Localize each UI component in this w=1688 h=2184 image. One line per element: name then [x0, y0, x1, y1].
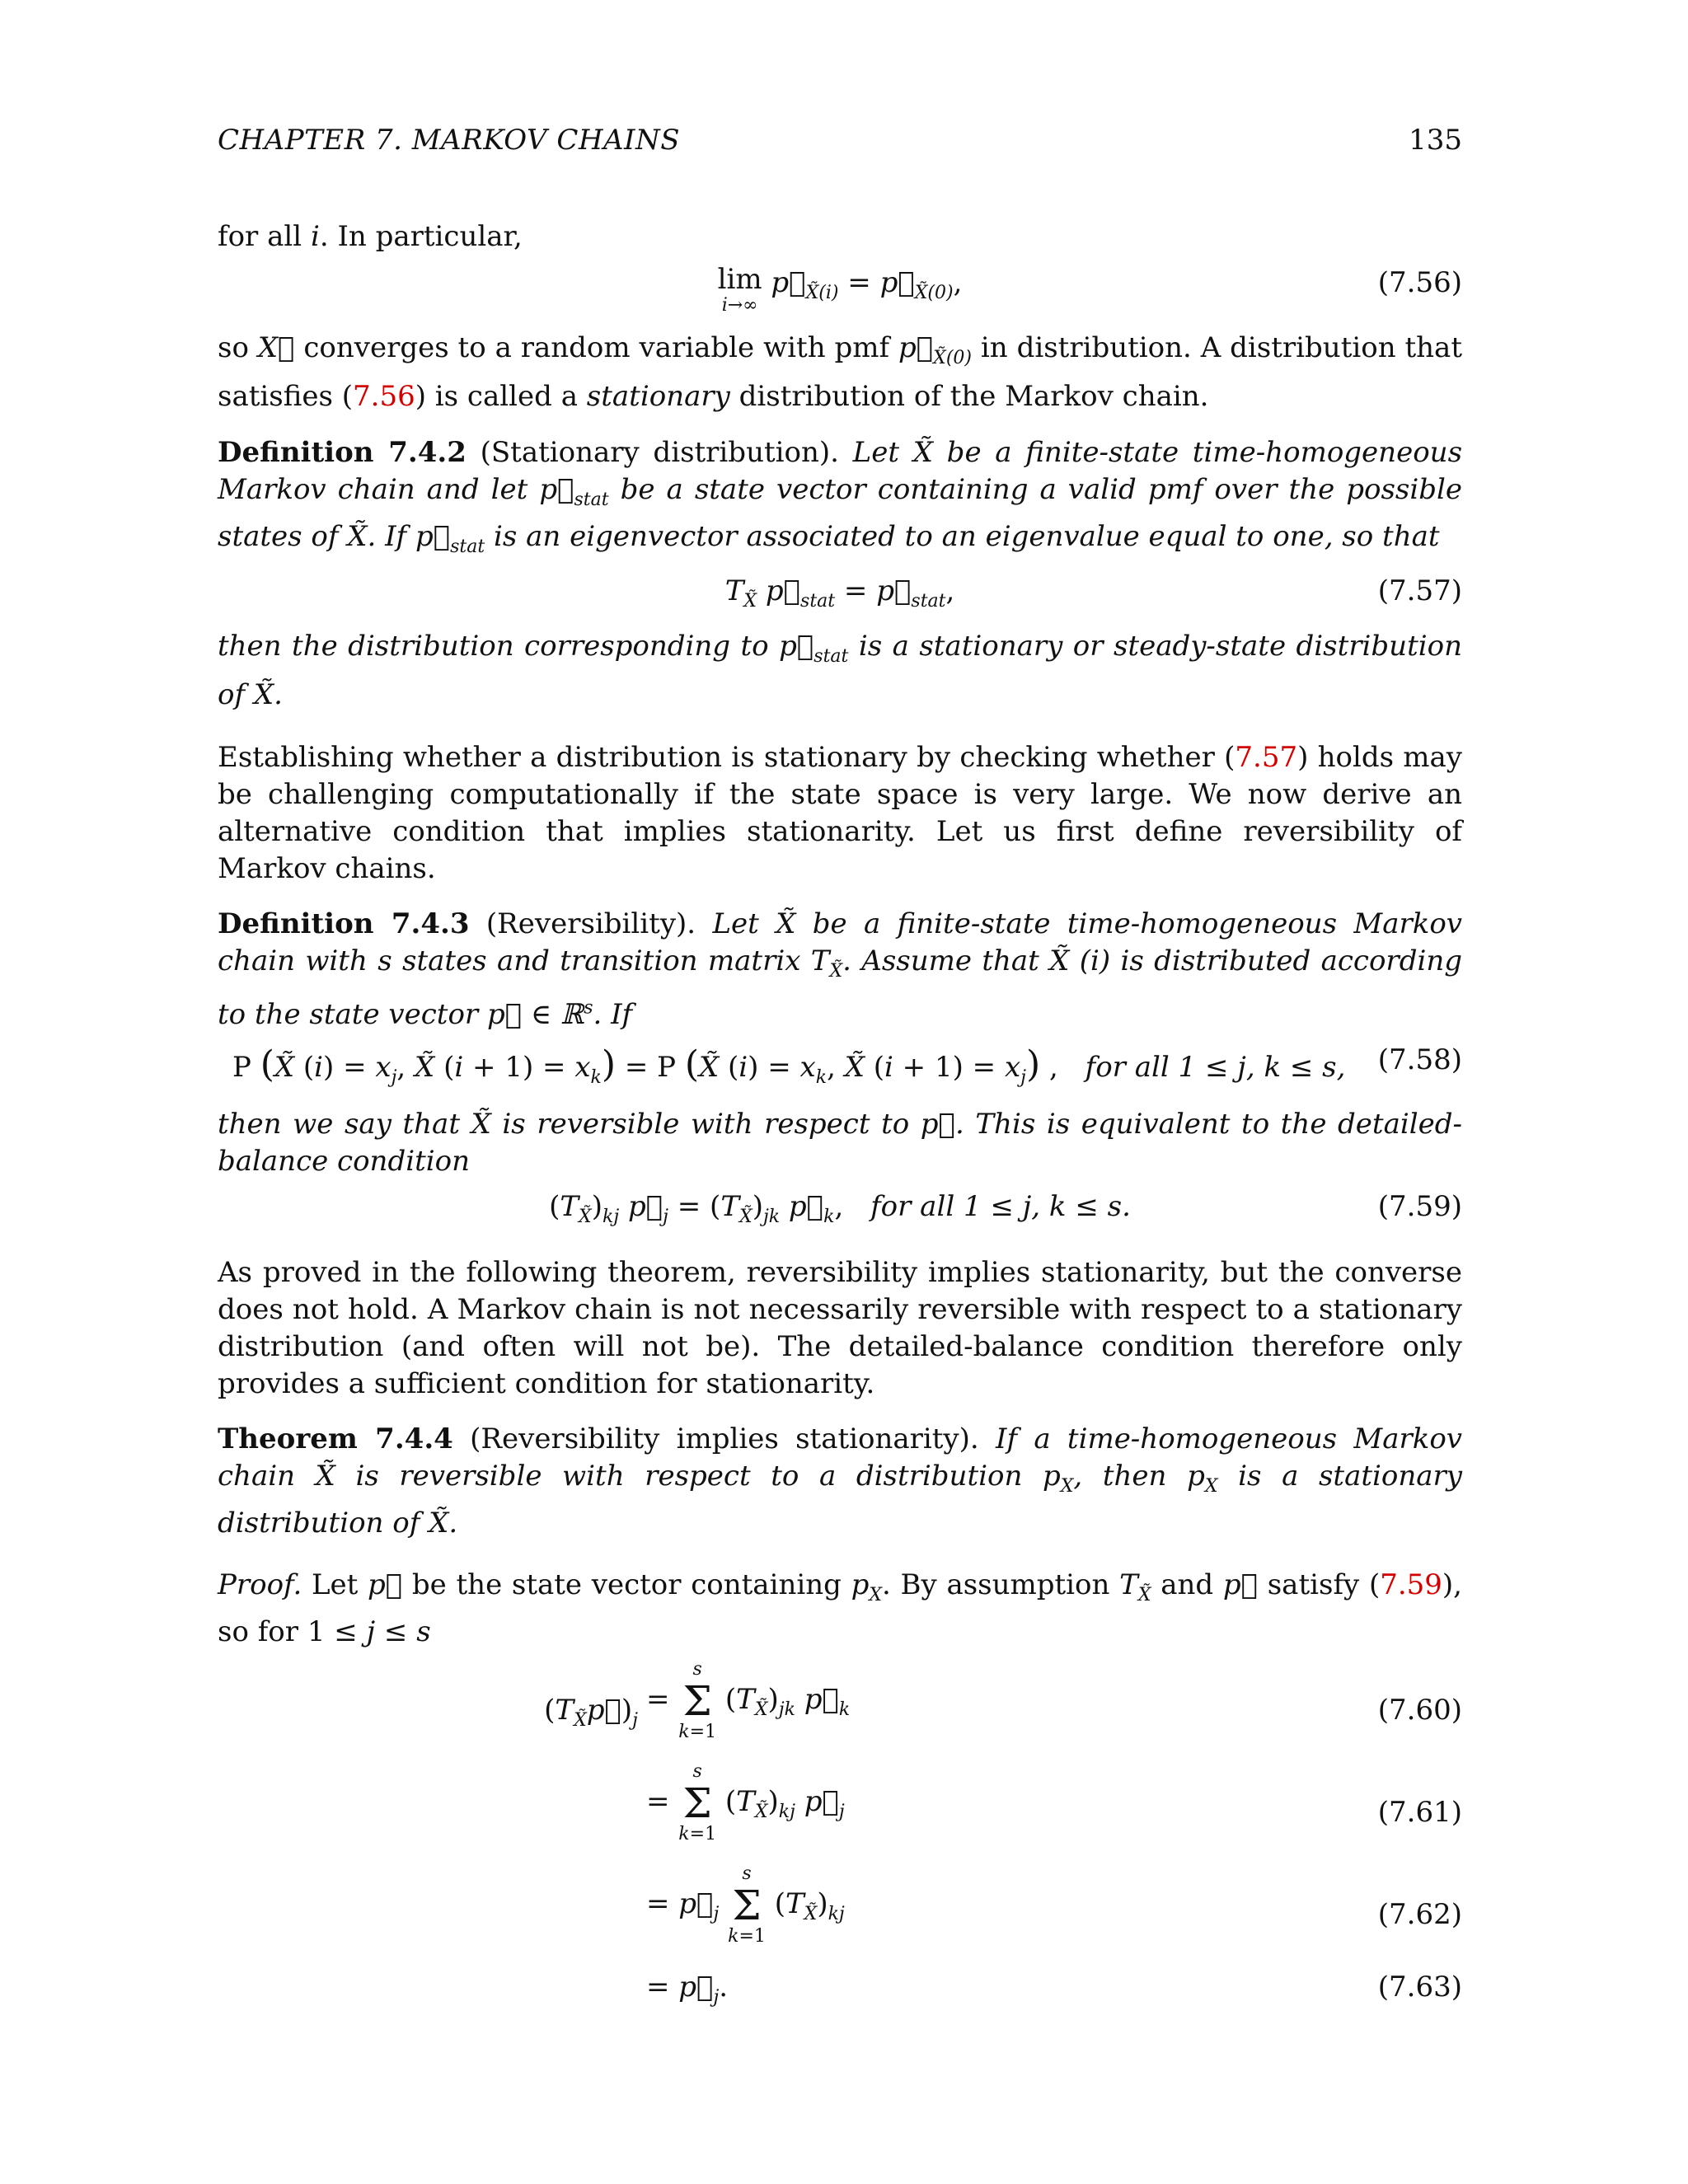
proof-label: Proof. [218, 1568, 302, 1602]
equation-body: $(T_{X̃})_{kj}$ $p⃗_j = (T_{X̃})_{jk}$ $p⃗_k$, for all 1 ≤ j, k ≤ s. [549, 1190, 1131, 1228]
equation-number: (7.57) [1377, 574, 1462, 608]
paragraph-reversibility-intro: Establishing whether a distribution is stationary by checking whether (7.57) holds may be challenging computationally if the state space is very large. We now derive an alternative condition that implies stationarity. Let us first define reversibility of Markov chains. [218, 741, 1462, 886]
equation-number: (7.59) [1377, 1190, 1462, 1224]
running-header [218, 115, 1462, 165]
equation-number: (7.56) [1377, 266, 1462, 299]
chapter-title: CHAPTER 7. MARKOV CHAINS [218, 124, 681, 157]
equation-ref-link[interactable]: 7.57 [1235, 741, 1298, 775]
page [218, 115, 1462, 2023]
aligned-equations [218, 1659, 1462, 2023]
theorem-7-4-4: Theorem 7.4.4 (Reversibility implies stationarity). If a time-homogeneous Markov chain X̃ is reversible with respect to a distribution $p_X$, then $p_X$ is a stationary distribution of X̃. [218, 1422, 1463, 1540]
equation-body: P (X̃ $(i) = x_j$, X̃ $(i + 1) = x_k) = P$ (X̃ $(i) = x_k$, X̃ $(i + 1) = x_j$) , for all 1 ≤ j, k ≤ s, [232, 1043, 1346, 1089]
page-number: 135 [1409, 124, 1462, 157]
equation-ref-link[interactable]: 7.56 [353, 379, 415, 413]
equation-body: $T_{X̃}$ $p⃗_{stat}$ = $p⃗_{stat}$, [724, 574, 955, 612]
theorem-label: Theorem 7.4.4 [218, 1422, 453, 1456]
equation-7-59 [218, 1180, 1462, 1249]
proof: Proof. Let p⃗ be the state vector containing $p_X$. By assumption $T_{X̃}$ and p⃗ satisfy (7.59), so for 1 ≤ j ≤ s [218, 1568, 1462, 1648]
equation-7-63: = $p⃗_j$. (7.63) [646, 1970, 1462, 2008]
definition-label: Definition 7.4.3 [218, 907, 470, 941]
equation-7-58 [218, 1033, 1462, 1103]
equation-number: (7.58) [1377, 1043, 1462, 1077]
equation-7-60: $(T_{X̃}p⃗)_j$ = s Σ k=1 $(T_{X̃})_{jk}$ $p⃗_k$ (7.60) [544, 1658, 1462, 1742]
equation-body: lim i→∞ $p⃗_{X̃(i)}$ = $p⃗_{X̃(0)}$, [717, 263, 963, 316]
equation-number: (7.62) [1377, 1897, 1462, 1931]
definition-label: Definition 7.4.2 [218, 435, 467, 469]
equation-number: (7.63) [1377, 1970, 1462, 2004]
equation-number: (7.61) [1377, 1795, 1462, 1829]
paragraph-intro: for all i. In particular, [218, 220, 523, 253]
definition-7-4-2-conclusion: then the distribution corresponding to $p⃗_{stat}$ is a stationary or steady-state distribution of X̃. [218, 630, 1462, 712]
equation-7-56 [218, 256, 1462, 326]
equation-7-57 [218, 565, 1462, 627]
equation-7-61: = s Σ k=1 $(T_{X̃})_{kj}$ $p⃗_j$ (7.61) [646, 1760, 1462, 1844]
equation-7-62: = $p⃗_j$ s Σ k=1 $(T_{X̃})_{kj}$ (7.62) [646, 1863, 1462, 1947]
definition-7-4-3-conclusion: then we say that X̃ is reversible with respect to p⃗. This is equivalent to the detailed-balance condition [218, 1108, 1462, 1179]
equation-number: (7.60) [1377, 1693, 1462, 1727]
definition-7-4-2: Definition 7.4.2 (Stationary distribution). Let X̃ be a finite-state time-homogeneous Markov chain and let $p⃗_{stat}$ be a state vector containing a valid pmf over the possible states of X̃. If $p⃗_{stat}$ is an eigenvector associated to an eigenvalue equal to one, so that [218, 435, 1463, 557]
definition-7-4-3: Definition 7.4.3 (Reversibility). Let X̃ be a finite-state time-homogeneous Markov chain with s states and transition matrix $T_{X̃}$. Assume that X̃ (i) is distributed according to the state vector p⃗ ∈ ℝ$^s$. If [218, 907, 1462, 1032]
paragraph-convergence: so X⃗ converges to a random variable with pmf $p⃗_{X̃(0)}$ in distribution. A distribution that satisfies (7.56) is called a stationary distribution of the Markov chain. [218, 331, 1462, 413]
paragraph-converse: As proved in the following theorem, reversibility implies stationarity, but the converse does not hold. A Markov chain is not necessarily reversible with respect to a stationary distribution (and often will not be). The detailed-balance condition therefore only provides a sufficient condition for stationarity. [218, 1256, 1462, 1401]
equation-ref-link[interactable]: 7.59 [1380, 1568, 1442, 1602]
